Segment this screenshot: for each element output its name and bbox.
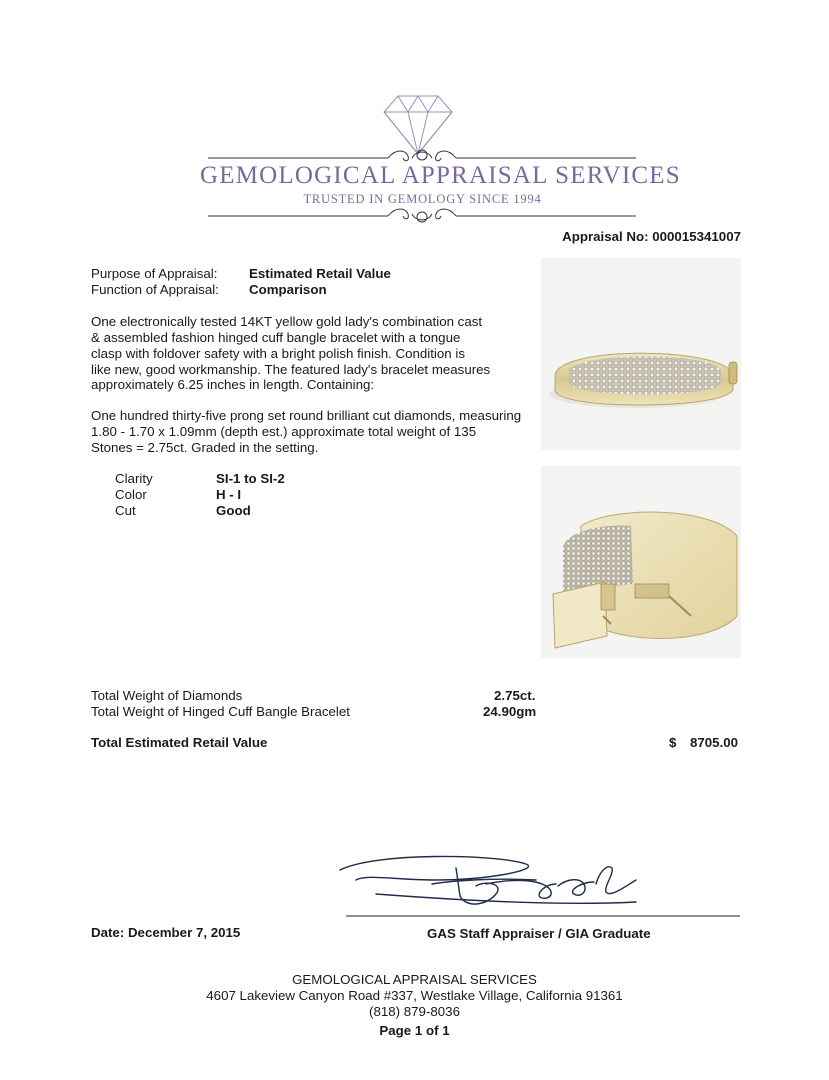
company-tagline: TRUSTED IN GEMOLOGY SINCE 1994 <box>303 192 542 206</box>
stones-line: Stones = 2.75ct. Graded in the setting. <box>91 440 319 455</box>
total-diamond-weight-value: 2.75ct. <box>494 688 536 703</box>
grading-label-clarity: Clarity <box>115 471 153 486</box>
stones-line: One hundred thirty-five prong set round brilliant cut diamonds, measuring <box>91 408 522 423</box>
retail-currency: $ <box>669 735 677 750</box>
grading-value-color: H - I <box>216 487 242 502</box>
bracelet-photo-clasp <box>541 466 741 658</box>
company-name: GEMOLOGICAL APPRAISAL SERVICES <box>200 162 681 189</box>
stones-line: 1.80 - 1.70 x 1.09mm (depth est.) approximate total weight of 135 <box>91 424 477 439</box>
function-label: Function of Appraisal: <box>91 282 219 297</box>
total-bracelet-weight-label: Total Weight of Hinged Cuff Bangle Bracelet <box>91 704 350 719</box>
grading-label-color: Color <box>115 487 147 502</box>
footer-phone: (818) 879-8036 <box>369 1004 460 1019</box>
purpose-value: Estimated Retail Value <box>249 266 391 281</box>
bracelet-photo-front <box>541 258 741 450</box>
description-line: approximately 6.25 inches in length. Containing: <box>91 377 375 392</box>
retail-value-amount: 8705.00 <box>690 735 739 750</box>
purpose-label: Purpose of Appraisal: <box>91 266 218 281</box>
grading-value-clarity: SI-1 to SI-2 <box>216 471 285 486</box>
page-number: Page 1 of 1 <box>379 1023 450 1038</box>
total-bracelet-weight-value: 24.90gm <box>483 704 537 719</box>
description-line: like new, good workmanship. The featured lady's bracelet measures <box>91 362 491 377</box>
retail-value-label: Total Estimated Retail Value <box>91 735 268 750</box>
footer-address: 4607 Lakeview Canyon Road #337, Westlake Village, California 91361 <box>206 988 623 1003</box>
function-value: Comparison <box>249 282 327 297</box>
appraisal-date: Date: December 7, 2015 <box>91 925 241 940</box>
grading-value-cut: Good <box>216 503 251 518</box>
description-line: & assembled fashion hinged cuff bangle bracelet with a tongue <box>91 330 461 345</box>
footer-company: GEMOLOGICAL APPRAISAL SERVICES <box>292 972 537 987</box>
total-diamond-weight-label: Total Weight of Diamonds <box>91 688 243 703</box>
description-line: One electronically tested 14KT yellow gold lady's combination cast <box>91 314 483 329</box>
appraiser-signature <box>336 850 746 920</box>
appraisal-number: Appraisal No: 000015341007 <box>562 229 741 244</box>
grading-label-cut: Cut <box>115 503 136 518</box>
appraiser-title: GAS Staff Appraiser / GIA Graduate <box>427 926 651 941</box>
description-line: clasp with foldover safety with a bright polish finish. Condition is <box>91 346 465 361</box>
ornament-divider-bottom <box>208 206 636 224</box>
